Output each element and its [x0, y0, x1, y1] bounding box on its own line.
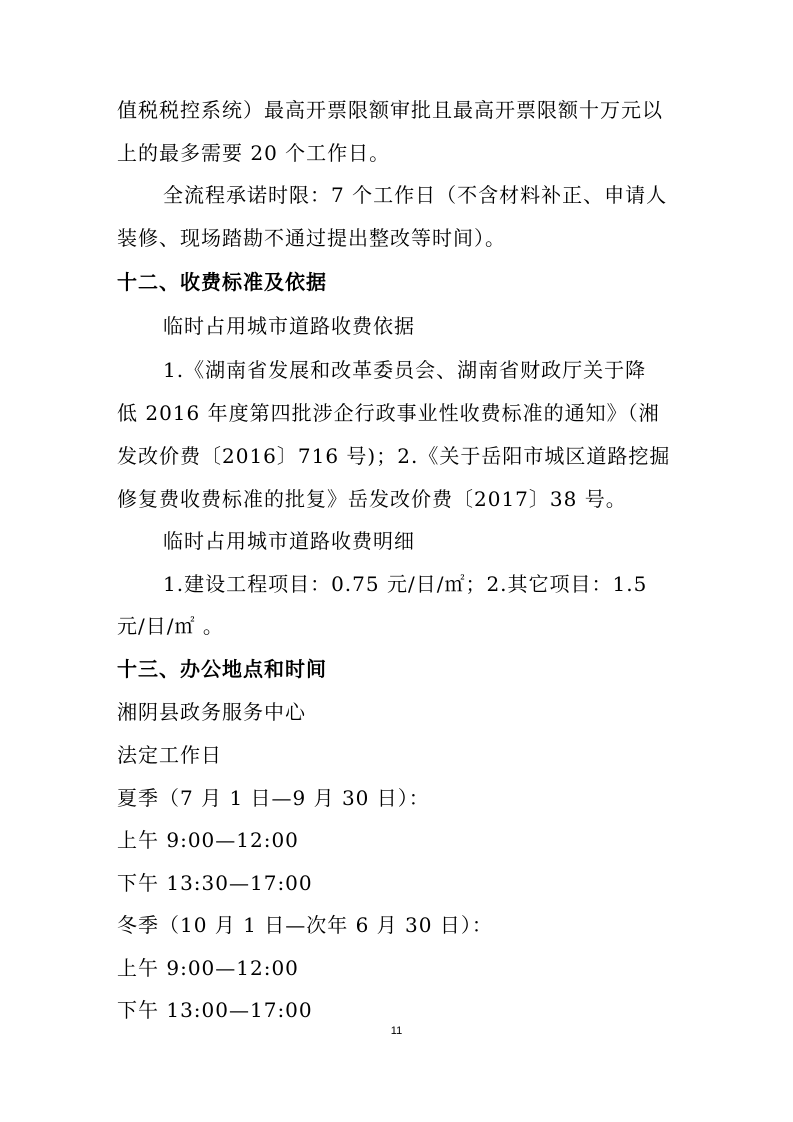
paragraph-line: 上的最多需要 20 个工作日。	[117, 141, 391, 165]
paragraph-line: 低 2016 年度第四批涉企行政事业性收费标准的通知》（湘	[117, 401, 660, 425]
section-heading: 十二、收费标准及依据	[117, 270, 327, 294]
winter-season-label: 冬季（10 月 1 日—次年 6 月 30 日）：	[117, 913, 493, 937]
winter-afternoon-hours: 下午 13:00—17:00	[117, 998, 313, 1022]
paragraph-line: 装修、现场踏勘不通过提出整改等时间）。	[117, 226, 506, 250]
subsection-heading: 临时占用城市道路收费依据	[163, 314, 415, 338]
summer-afternoon-hours: 下午 13:30—17:00	[117, 871, 313, 895]
paragraph-line: 值税税控系统）最高开票限额审批且最高开票限额十万元以	[117, 98, 663, 122]
section-heading: 十三、办公地点和时间	[117, 657, 327, 681]
paragraph-line: 元/日/㎡ 。	[117, 614, 224, 638]
page-number: 11	[390, 1025, 403, 1037]
office-location: 湘阴县政务服务中心	[117, 700, 306, 724]
workday-label: 法定工作日	[117, 743, 222, 767]
paragraph-line: 全流程承诺时限：7 个工作日（不含材料补正、申请人	[163, 183, 668, 207]
paragraph-line: 发改价费〔2016〕716 号)；2.《关于岳阳市城区道路挖掘	[117, 444, 671, 468]
paragraph-line: 1.建设工程项目：0.75 元/日/㎡；2.其它项目：1.5	[163, 572, 648, 596]
paragraph-line: 修复费收费标准的批复》岳发改价费〔2017〕38 号。	[117, 487, 627, 511]
summer-season-label: 夏季（7 月 1 日—9 月 30 日）：	[117, 786, 430, 810]
summer-morning-hours: 上午 9:00—12:00	[117, 828, 299, 852]
subsection-heading: 临时占用城市道路收费明细	[163, 529, 415, 553]
paragraph-line: 1.《湖南省发展和改革委员会、湖南省财政厅关于降	[163, 358, 647, 382]
winter-morning-hours: 上午 9:00—12:00	[117, 956, 299, 980]
